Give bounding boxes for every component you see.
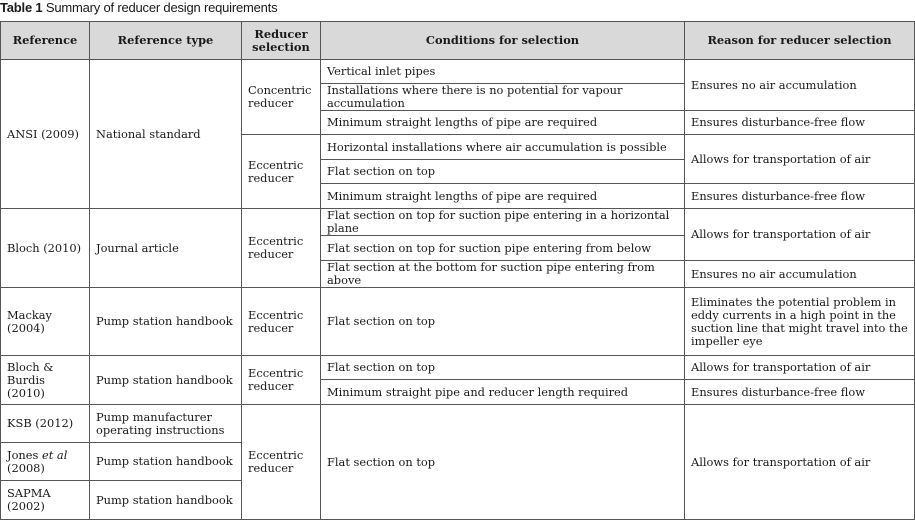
cell-reference-type: Pump station handbook [90,288,242,356]
cell-reducer: Eccentric reducer [242,356,321,405]
table-row [1,60,915,84]
header-reference-type: Reference type [90,22,242,60]
cell-reference-type: National standard [90,60,242,209]
cell-reference: KSB (2012) [1,405,90,443]
cell-reducer: Eccentric reducer [242,405,321,520]
cell-reason: Ensures disturbance-free flow [685,380,915,405]
cell-condition: Minimum straight lengths of pipe are required [321,111,685,135]
cell-condition: Vertical inlet pipes [321,60,685,84]
cell-reference-type: Pump station handbook [90,356,242,405]
reference-et-al: et al [41,447,68,462]
cell-reference: Mackay (2004) [1,288,90,356]
cell-reference-type: Journal article [90,209,242,288]
cell-reason: Allows for transportation of air [685,356,915,380]
cell-reference-type: Pump manufacturer operating instructions [90,405,242,443]
cell-reducer: Eccentric reducer [242,288,321,356]
reference-author: Jones [7,447,42,462]
cell-reducer: Eccentric reducer [242,209,321,288]
header-reason: Reason for reducer selection [685,22,915,60]
cell-condition: Flat section on top for suction pipe entering from below [321,236,685,261]
cell-reason: Allows for transportation of air [685,405,915,520]
cell-reducer: Eccentric reducer [242,135,321,209]
table-row [1,405,915,443]
table-caption [0,0,277,18]
cell-reference: Bloch & Burdis (2010) [1,356,90,405]
header-conditions: Conditions for selection [321,22,685,60]
cell-condition: Flat section on top [321,356,685,380]
table-row [1,356,915,380]
cell-reference-type: Pump station handbook [90,443,242,481]
cell-condition: Minimum straight pipe and reducer length required [321,380,685,405]
cell-reference [1,443,90,481]
cell-reason: Ensures no air accumulation [685,60,915,111]
cell-reason: Ensures no air accumulation [685,261,915,288]
cell-reason: Ensures disturbance-free flow [685,111,915,135]
reference-year: (2008) [7,460,45,475]
cell-condition: Horizontal installations where air accumulation is possible [321,135,685,160]
header-row [1,22,915,60]
header-reference: Reference [1,22,90,60]
cell-condition: Flat section on top [321,160,685,184]
table-title: Summary of reducer design requirements [45,0,278,15]
cell-reference: ANSI (2009) [1,60,90,209]
cell-reason: Eliminates the potential problem in eddy currents in a high point in the suction line that might travel into the impeller eye [685,288,915,356]
cell-condition: Minimum straight lengths of pipe are required [321,184,685,209]
reducer-requirements-table [0,21,915,520]
cell-condition: Flat section on top [321,405,685,520]
cell-condition: Flat section at the bottom for suction pipe entering from above [321,261,685,288]
table-row [1,288,915,356]
table-label: Table 1 [0,0,43,15]
cell-reference-type: Pump station handbook [90,481,242,520]
cell-reason: Ensures disturbance-free flow [685,184,915,209]
cell-reference: SAPMA (2002) [1,481,90,520]
cell-reason: Allows for transportation of air [685,135,915,184]
cell-condition: Flat section on top [321,288,685,356]
table-row [1,209,915,236]
cell-condition: Installations where there is no potential for vapour accumulation [321,84,685,111]
cell-reason: Allows for transportation of air [685,209,915,261]
cell-reducer: Concentric reducer [242,60,321,135]
cell-condition: Flat section on top for suction pipe entering in a horizontal plane [321,209,685,236]
cell-reference: Bloch (2010) [1,209,90,288]
header-reducer-selection: Reducer selection [242,22,321,60]
